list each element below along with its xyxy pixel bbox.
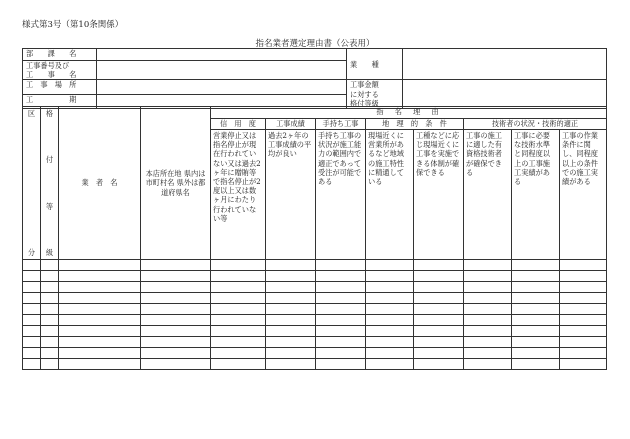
entry-cell[interactable] bbox=[141, 359, 211, 370]
entry-cell[interactable] bbox=[464, 337, 512, 348]
entry-cell[interactable] bbox=[266, 304, 316, 315]
entry-cell[interactable] bbox=[560, 326, 607, 337]
entry-cell[interactable] bbox=[59, 293, 141, 304]
entry-cell[interactable] bbox=[23, 293, 41, 304]
entry-cell[interactable] bbox=[512, 260, 560, 271]
entry-cell[interactable] bbox=[211, 271, 266, 282]
entry-cell[interactable] bbox=[366, 348, 414, 359]
entry-cell[interactable] bbox=[41, 326, 59, 337]
entry-cell[interactable] bbox=[512, 326, 560, 337]
table-row bbox=[23, 359, 607, 370]
dept-label: 部 課 名 bbox=[23, 49, 97, 61]
work-no-label: 工事番号及び 工 事 名 bbox=[23, 61, 97, 80]
entry-cell[interactable] bbox=[59, 271, 141, 282]
entry-cell[interactable] bbox=[59, 348, 141, 359]
entry-cell[interactable] bbox=[316, 271, 366, 282]
entry-cell[interactable] bbox=[464, 304, 512, 315]
entry-cell[interactable] bbox=[316, 260, 366, 271]
table-row bbox=[23, 271, 607, 282]
entry-cell[interactable] bbox=[512, 348, 560, 359]
entry-cell[interactable] bbox=[266, 271, 316, 282]
entry-cell[interactable] bbox=[366, 282, 414, 293]
entry-cell[interactable] bbox=[366, 271, 414, 282]
entry-cell[interactable] bbox=[316, 293, 366, 304]
entry-cell[interactable] bbox=[211, 348, 266, 359]
tech2-criteria: 工事に必要な技術水準と同程度以上の工事施工実績がある bbox=[512, 130, 560, 260]
entry-cell[interactable] bbox=[464, 271, 512, 282]
entry-cell[interactable] bbox=[211, 260, 266, 271]
entry-cell[interactable] bbox=[266, 315, 316, 326]
entry-cell[interactable] bbox=[59, 260, 141, 271]
reliability-header: 信 用 度 bbox=[211, 119, 266, 130]
work-period-label: 工 期 bbox=[23, 94, 97, 108]
location-header: 本店所在地 県内は市町村名 県外は都道府県名 bbox=[141, 107, 211, 260]
entry-cell[interactable] bbox=[141, 304, 211, 315]
entry-cell[interactable] bbox=[414, 260, 464, 271]
entry-cell[interactable] bbox=[414, 293, 464, 304]
capacity-criteria: 手持ち工事の状況が施工能力の範囲内で適正であって受注が可能である bbox=[316, 130, 366, 260]
entry-cell[interactable] bbox=[316, 282, 366, 293]
rank-header: 格 付 等 級 bbox=[41, 107, 59, 260]
entry-cell[interactable] bbox=[211, 304, 266, 315]
main-table bbox=[22, 106, 607, 370]
record-header: 工事成績 bbox=[266, 119, 316, 130]
entry-cell[interactable] bbox=[414, 282, 464, 293]
entry-cell[interactable] bbox=[414, 271, 464, 282]
entry-cell[interactable] bbox=[316, 348, 366, 359]
entry-cell[interactable] bbox=[560, 282, 607, 293]
geo2-criteria: 工種などに応じ現場近くに工事を実施できる体制が確保できる bbox=[414, 130, 464, 260]
entry-cell[interactable] bbox=[464, 348, 512, 359]
entry-cell[interactable] bbox=[464, 359, 512, 370]
capacity-header: 手持ち工事 bbox=[316, 119, 366, 130]
entry-cell[interactable] bbox=[560, 271, 607, 282]
work-place-label: 工 事 場 所 bbox=[23, 80, 97, 94]
entry-cell[interactable] bbox=[41, 293, 59, 304]
table-row bbox=[23, 260, 607, 271]
entry-cell[interactable] bbox=[464, 315, 512, 326]
entry-cell[interactable] bbox=[23, 359, 41, 370]
entry-cell[interactable] bbox=[414, 315, 464, 326]
tech3-criteria: 工事の作業条件に関し、同程度以上の条件での施工実績がある bbox=[560, 130, 607, 260]
entry-cell[interactable] bbox=[41, 282, 59, 293]
entry-cell[interactable] bbox=[414, 359, 464, 370]
entry-cell[interactable] bbox=[560, 293, 607, 304]
entry-cell[interactable] bbox=[23, 304, 41, 315]
entry-cell[interactable] bbox=[211, 359, 266, 370]
entry-cell[interactable] bbox=[266, 282, 316, 293]
entry-cell[interactable] bbox=[366, 260, 414, 271]
header-table bbox=[22, 48, 607, 109]
entry-cell[interactable] bbox=[512, 315, 560, 326]
entry-cell[interactable] bbox=[59, 315, 141, 326]
table-row bbox=[23, 293, 607, 304]
entry-cell[interactable] bbox=[414, 348, 464, 359]
entry-cell[interactable] bbox=[266, 348, 316, 359]
record-criteria: 過去2ヶ年の工事成績の平均が良い bbox=[266, 130, 316, 260]
table-row bbox=[23, 304, 607, 315]
entry-cell[interactable] bbox=[414, 326, 464, 337]
form-number: 様式第3号（第10条関係） bbox=[22, 20, 124, 30]
entry-cell[interactable] bbox=[464, 282, 512, 293]
entry-cell[interactable] bbox=[560, 359, 607, 370]
entry-cell[interactable] bbox=[560, 337, 607, 348]
entry-cell[interactable] bbox=[560, 315, 607, 326]
reliability-criteria: 営業停止又は指名停止が現在行われていない又は過去2ヶ年に贈賄等で指名停止が2度以上又は数ヶ月にわたり行われていない等 bbox=[211, 130, 266, 260]
entry-cell[interactable] bbox=[59, 304, 141, 315]
entry-cell[interactable] bbox=[512, 271, 560, 282]
entry-cell[interactable] bbox=[316, 304, 366, 315]
table-row bbox=[23, 348, 607, 359]
tech-header: 技術者の状況・技術的適正 bbox=[464, 119, 607, 130]
entry-cell[interactable] bbox=[211, 282, 266, 293]
entry-cell[interactable] bbox=[560, 304, 607, 315]
entry-cell[interactable] bbox=[266, 337, 316, 348]
entry-cell[interactable] bbox=[211, 337, 266, 348]
geo1-criteria: 現場近くに営業所があるなど地域の施工特性に精通している bbox=[366, 130, 414, 260]
entry-cell[interactable] bbox=[512, 359, 560, 370]
table-row bbox=[23, 282, 607, 293]
entry-cell[interactable] bbox=[366, 315, 414, 326]
entry-cell[interactable] bbox=[464, 260, 512, 271]
entry-cell[interactable] bbox=[41, 271, 59, 282]
entry-cell[interactable] bbox=[316, 359, 366, 370]
entry-cell[interactable] bbox=[41, 315, 59, 326]
work-no-value[interactable] bbox=[97, 61, 347, 80]
entry-cell[interactable] bbox=[366, 359, 414, 370]
entry-cell[interactable] bbox=[266, 293, 316, 304]
entry-cell[interactable] bbox=[23, 337, 41, 348]
entry-cell[interactable] bbox=[23, 271, 41, 282]
type-label: 業 種 bbox=[347, 49, 403, 80]
dept-value[interactable] bbox=[97, 49, 347, 61]
entry-cell[interactable] bbox=[560, 260, 607, 271]
entry-cell[interactable] bbox=[23, 348, 41, 359]
tech1-criteria: 工事の施工に適した有資格技術者が確保できる bbox=[464, 130, 512, 260]
entry-cell[interactable] bbox=[59, 326, 141, 337]
entry-cell[interactable] bbox=[366, 293, 414, 304]
entry-cell[interactable] bbox=[141, 293, 211, 304]
entry-cell[interactable] bbox=[414, 337, 464, 348]
entry-cell[interactable] bbox=[266, 326, 316, 337]
work-place-value[interactable] bbox=[97, 80, 347, 94]
entry-cell[interactable] bbox=[59, 282, 141, 293]
entry-cell[interactable] bbox=[366, 337, 414, 348]
entry-cell[interactable] bbox=[266, 359, 316, 370]
document-title: 指名業者選定理由書（公表用） bbox=[255, 39, 375, 49]
table-row bbox=[23, 337, 607, 348]
geo-header: 地 理 的 条 件 bbox=[366, 119, 464, 130]
entry-cell[interactable] bbox=[211, 315, 266, 326]
entry-cell[interactable] bbox=[560, 348, 607, 359]
entry-cell[interactable] bbox=[41, 260, 59, 271]
entry-cell[interactable] bbox=[23, 282, 41, 293]
entry-cell[interactable] bbox=[366, 304, 414, 315]
entry-cell[interactable] bbox=[41, 304, 59, 315]
amount-value[interactable] bbox=[403, 80, 607, 109]
entry-cell[interactable] bbox=[316, 326, 366, 337]
entry-cell[interactable] bbox=[316, 315, 366, 326]
entry-cell[interactable] bbox=[141, 326, 211, 337]
entry-cell[interactable] bbox=[316, 337, 366, 348]
entry-cell[interactable] bbox=[512, 337, 560, 348]
entry-cell[interactable] bbox=[464, 293, 512, 304]
entry-cell[interactable] bbox=[512, 304, 560, 315]
entry-cell[interactable] bbox=[266, 260, 316, 271]
entry-cell[interactable] bbox=[41, 337, 59, 348]
entry-cell[interactable] bbox=[366, 326, 414, 337]
entry-cell[interactable] bbox=[211, 326, 266, 337]
entry-cell[interactable] bbox=[141, 337, 211, 348]
entry-cell[interactable] bbox=[141, 348, 211, 359]
entry-cell[interactable] bbox=[41, 359, 59, 370]
entry-cell[interactable] bbox=[59, 337, 141, 348]
entry-cell[interactable] bbox=[464, 326, 512, 337]
reason-header: 指 名 理 由 bbox=[211, 107, 607, 119]
entry-cell[interactable] bbox=[414, 304, 464, 315]
entry-cell[interactable] bbox=[512, 293, 560, 304]
amount-label: 工事金額 に対する 格付等級 bbox=[347, 80, 403, 109]
entry-cell[interactable] bbox=[23, 326, 41, 337]
entry-cell[interactable] bbox=[141, 260, 211, 271]
entry-cell[interactable] bbox=[23, 315, 41, 326]
type-value[interactable] bbox=[403, 49, 607, 80]
table-row bbox=[23, 326, 607, 337]
entry-cell[interactable] bbox=[141, 271, 211, 282]
entry-cell[interactable] bbox=[41, 348, 59, 359]
category-header: 区 分 bbox=[23, 107, 41, 260]
entry-cell[interactable] bbox=[141, 315, 211, 326]
entry-cell[interactable] bbox=[59, 359, 141, 370]
entry-cell[interactable] bbox=[211, 293, 266, 304]
table-row bbox=[23, 315, 607, 326]
entry-cell[interactable] bbox=[141, 282, 211, 293]
company-header: 業 者 名 bbox=[59, 107, 141, 260]
entry-cell[interactable] bbox=[23, 260, 41, 271]
entry-cell[interactable] bbox=[512, 282, 560, 293]
